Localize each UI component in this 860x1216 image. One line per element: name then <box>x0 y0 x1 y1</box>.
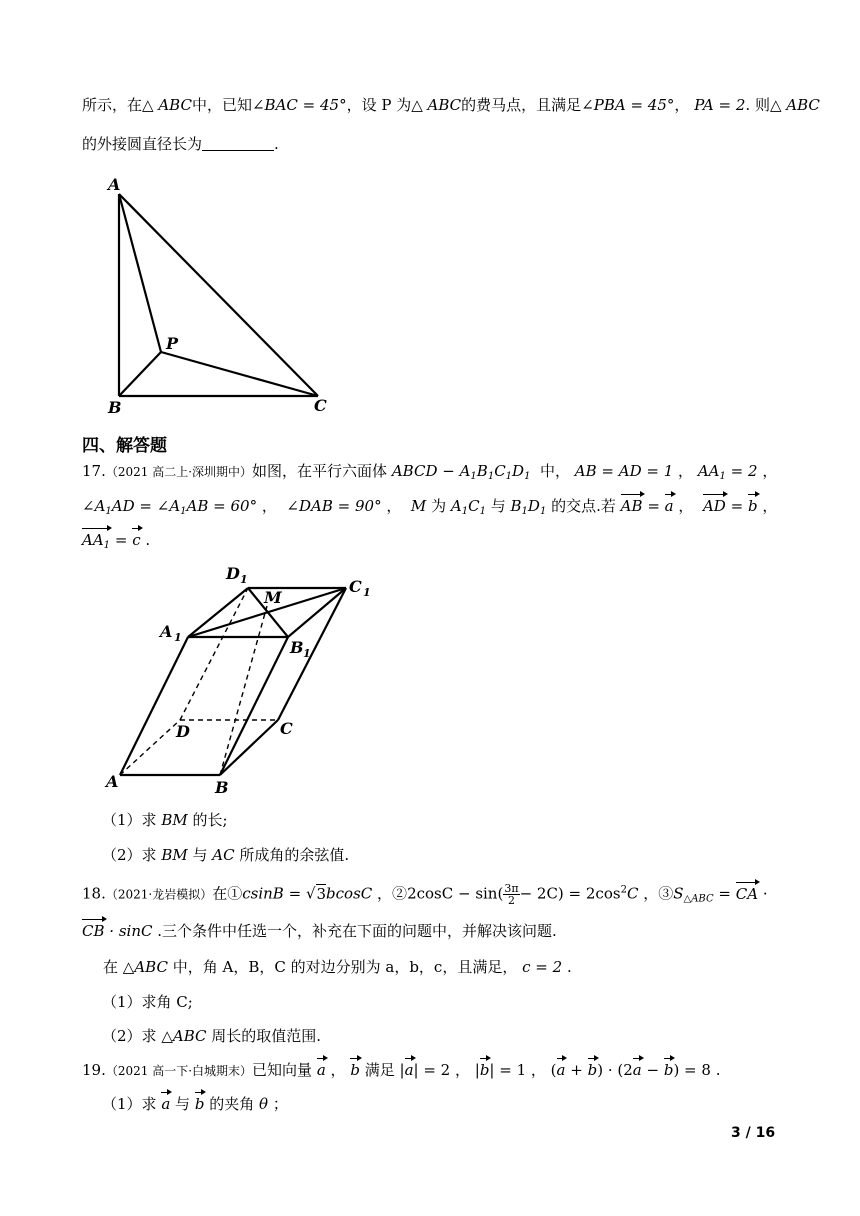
edge-b-b1 <box>220 637 288 775</box>
edge-pb <box>119 352 161 396</box>
hidden-a-d <box>120 720 180 775</box>
label-d: D <box>176 722 190 741</box>
edge-ac <box>119 194 318 396</box>
svg-text:1: 1 <box>303 647 311 660</box>
label-b1: B <box>290 638 304 657</box>
q17-part-2: （2）求 BM 与 AC 所成角的余弦值. <box>102 846 350 864</box>
svg-text:1: 1 <box>174 631 182 644</box>
label-b: B <box>108 398 122 417</box>
q17-line-2: $\angle A_1AD$ = $\angle A_1AB = 60^\circ$ ， ∠DAB = 90° ， M 为 $A_1C_1$ 与 $B_1D_1$ 的交点.若 AB = a ， AD = b ， <box>82 497 778 517</box>
label-a1: A <box>160 622 173 641</box>
q17-line-1: 17.（2021 高二上·深圳期中）如图，在平行六面体 ABCD − $A_1B_1C_1D_1$ 中， AB = AD = 1 ， $AA_1 = 2$ ， <box>82 462 778 482</box>
label-b: B <box>215 778 229 797</box>
label-p: P <box>166 334 179 353</box>
q18-line-1: 18.（2021·龙岩模拟）在①csinB = √3bcosC ，②2cosC − sin( $\frac{3\pi}{2}$ − $2C) = 2\cos^2C$ ，$③S_{\triangle ABC}$ = CA · <box>82 882 768 907</box>
edge-a-a1 <box>120 637 188 775</box>
label-c1: C <box>349 577 362 596</box>
q16-line-1: 所示，在△ ABC中，已知∠BAC = 45°，设 P 为△ ABC的费马点，且满足∠PBA = 45°， PA = 2. 则△ ABC <box>82 96 820 114</box>
page-number: 3 / 16 <box>731 1125 776 1141</box>
label-a: A <box>106 772 119 791</box>
edge-c1-b1 <box>288 588 346 637</box>
svg-text:1: 1 <box>240 573 248 586</box>
q17-line-3: $AA_1 = c$ . <box>82 531 151 551</box>
label-a: A <box>108 175 121 194</box>
q18-line-3: 在 △ABC 中，角 A，B，C 的对边分别为 a，b，c，且满足， c = 2 . <box>103 958 572 976</box>
answer-blank <box>202 136 274 151</box>
edge-a1-d1 <box>188 588 248 637</box>
label-c: C <box>314 396 327 415</box>
q19-part-1: （1）求 a 与 b 的夹角 θ ； <box>102 1095 288 1113</box>
label-c: C <box>280 719 293 738</box>
label-m: M <box>264 588 282 607</box>
hidden-d-d1 <box>180 588 248 720</box>
edge-pc <box>161 352 318 396</box>
hidden-b-m <box>220 606 267 775</box>
edge-b-c <box>220 720 278 775</box>
q16-line-2: 的外接圆直径长为 . <box>82 135 279 153</box>
q18-line-2: CB · sinC .三个条件中任选一个，补充在下面的问题中，并解决该问题. <box>82 922 557 940</box>
q18-part-1: （1）求角 C; <box>102 993 193 1011</box>
section-heading: 四、解答题 <box>82 436 167 456</box>
label-d1: D <box>226 564 240 583</box>
q19-line-1: 19.（2021 高一下·白城期末）已知向量 a ， b 满足 |a| = 2 ， |b| = 1 ， (a + b) · (2a − b) = 8 . <box>82 1061 721 1079</box>
q17-part-1: （1）求 BM 的长; <box>102 811 228 829</box>
svg-text:1: 1 <box>363 586 371 599</box>
edge-c-c1 <box>278 588 346 720</box>
diag-b1-d1 <box>248 588 288 637</box>
q18-part-2: （2）求 △ABC 周长的取值范围. <box>102 1027 322 1045</box>
edge-pa <box>119 194 161 352</box>
diag-a1-c1 <box>188 588 346 637</box>
